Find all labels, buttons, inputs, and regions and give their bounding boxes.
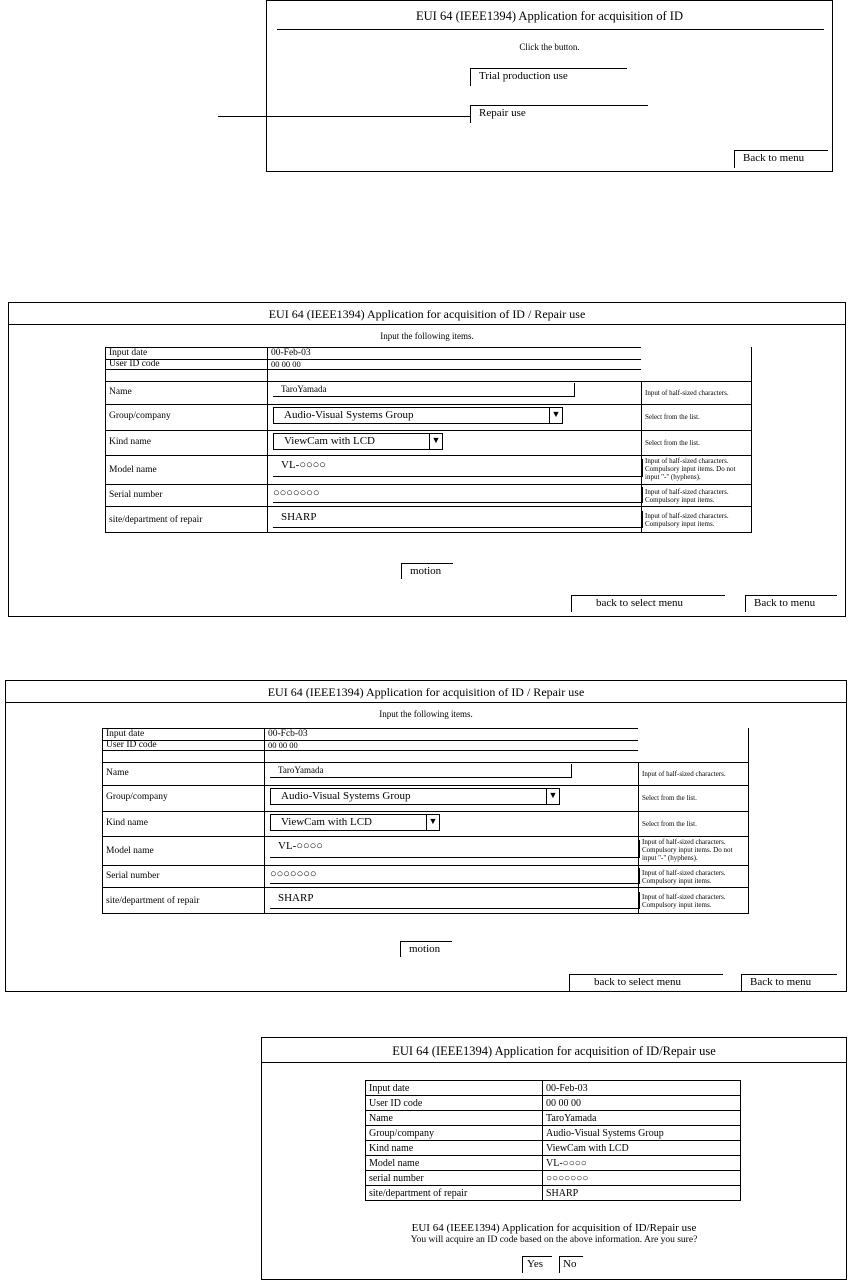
input-date-label: Input date bbox=[109, 348, 148, 358]
motion-button[interactable] bbox=[400, 941, 452, 957]
kind-select[interactable] bbox=[273, 433, 443, 450]
kind-note: Select from the list. bbox=[645, 439, 700, 447]
back-to-menu-label: Back to menu bbox=[743, 152, 805, 164]
no-label: No bbox=[563, 1258, 577, 1270]
trial-production-label: Trial production use bbox=[479, 70, 568, 82]
form-title-divider bbox=[6, 702, 846, 703]
serial-label: Serial number bbox=[106, 871, 160, 881]
table-row bbox=[366, 1156, 741, 1171]
motion-button[interactable] bbox=[401, 563, 453, 579]
dropdown-arrow-icon[interactable]: ▼ bbox=[549, 408, 562, 423]
form-instruction: Input the following items. bbox=[379, 709, 473, 719]
group-note: Select from the list. bbox=[642, 794, 697, 802]
table-row bbox=[366, 1186, 741, 1201]
table-row bbox=[366, 1096, 741, 1111]
confirm-row-value: SHARP bbox=[543, 1186, 741, 1201]
confirm-row-value: ViewCam with LCD bbox=[543, 1141, 741, 1156]
confirm-row-label: site/department of repair bbox=[366, 1186, 543, 1201]
input-date-value: 00-Fcb-03 bbox=[268, 729, 308, 739]
back-to-select-menu-label: back to select menu bbox=[594, 976, 682, 988]
table-row bbox=[366, 1126, 741, 1141]
name-note: Input of half-sized characters. bbox=[645, 389, 729, 397]
form-grid bbox=[105, 347, 751, 533]
callout-leader-line bbox=[218, 116, 470, 117]
model-note: Input of half-sized characters. Compulsory input items. Do not input "-" (hyphens). bbox=[645, 457, 736, 481]
name-input-value: TaroYamada bbox=[278, 765, 324, 775]
model-input-value: VL-○○○○ bbox=[281, 459, 326, 471]
menu-panel bbox=[266, 0, 833, 172]
repair-form-panel bbox=[8, 302, 846, 617]
kind-select[interactable] bbox=[270, 814, 440, 831]
group-select-value: Audio-Visual Systems Group bbox=[284, 409, 414, 421]
confirm-row-value: TaroYamada bbox=[543, 1111, 741, 1126]
model-label: Model name bbox=[109, 465, 157, 475]
confirm-table bbox=[365, 1080, 741, 1201]
repair-form-panel-2 bbox=[5, 680, 847, 992]
dropdown-arrow-icon[interactable]: ▼ bbox=[546, 789, 559, 804]
site-input[interactable] bbox=[270, 892, 640, 909]
confirm-title: EUI 64 (IEEE1394) Application for acquisition of ID/Repair use bbox=[392, 1044, 716, 1058]
back-to-select-menu-label: back to select menu bbox=[596, 597, 684, 609]
user-id-label: User ID code bbox=[106, 740, 157, 750]
form-grid bbox=[102, 728, 748, 914]
form-instruction: Input the following items. bbox=[380, 331, 474, 341]
user-id-value: 00 00 00 bbox=[271, 359, 301, 369]
no-button[interactable] bbox=[559, 1256, 583, 1273]
table-row bbox=[366, 1081, 741, 1096]
serial-note: Input of half-sized characters. Compulsory input items. bbox=[645, 488, 729, 504]
confirm-row-value: 00-Feb-03 bbox=[543, 1081, 741, 1096]
form-title-divider bbox=[9, 324, 845, 325]
user-id-label: User ID code bbox=[109, 359, 160, 369]
group-select[interactable] bbox=[270, 788, 560, 805]
motion-label: motion bbox=[410, 565, 442, 577]
table-row bbox=[366, 1171, 741, 1186]
kind-select-value: ViewCam with LCD bbox=[284, 435, 375, 447]
back-to-menu-button[interactable] bbox=[745, 595, 837, 612]
name-note: Input of half-sized characters. bbox=[642, 770, 726, 778]
dropdown-arrow-icon[interactable]: ▼ bbox=[426, 815, 439, 830]
name-label: Name bbox=[106, 768, 129, 778]
confirm-row-label: Group/company bbox=[366, 1126, 543, 1141]
yes-label: Yes bbox=[527, 1258, 544, 1270]
confirm-question: You will acquire an ID code based on the above information. Are you sure? bbox=[410, 1235, 698, 1245]
back-to-select-menu-button[interactable] bbox=[569, 974, 723, 991]
group-select-value: Audio-Visual Systems Group bbox=[281, 790, 411, 802]
site-note: Input of half-sized characters. Compulsory input items. bbox=[645, 512, 729, 528]
serial-label: Serial number bbox=[109, 490, 163, 500]
kind-label: Kind name bbox=[106, 818, 148, 828]
site-label: site/department of repair bbox=[106, 896, 200, 906]
group-label: Group/company bbox=[106, 792, 168, 802]
site-note: Input of half-sized characters. Compulsory input items. bbox=[642, 893, 726, 909]
site-input[interactable] bbox=[273, 511, 643, 528]
kind-note: Select from the list. bbox=[642, 820, 697, 828]
confirm-row-label: Kind name bbox=[366, 1141, 543, 1156]
input-date-value: 00-Feb-03 bbox=[271, 348, 311, 358]
model-label: Model name bbox=[106, 846, 154, 856]
site-label: site/department of repair bbox=[109, 515, 203, 525]
back-to-select-menu-button[interactable] bbox=[571, 595, 725, 612]
name-input[interactable] bbox=[273, 383, 575, 397]
serial-input-value: ○○○○○○○ bbox=[270, 868, 317, 880]
group-label: Group/company bbox=[109, 411, 171, 421]
group-note: Select from the list. bbox=[645, 413, 700, 421]
motion-label: motion bbox=[409, 943, 441, 955]
confirm-row-label: Input date bbox=[366, 1081, 543, 1096]
model-input[interactable] bbox=[270, 840, 640, 858]
user-id-value: 00 00 00 bbox=[268, 740, 298, 750]
trial-production-button[interactable] bbox=[470, 68, 627, 86]
title-divider bbox=[277, 29, 824, 30]
model-note: Input of half-sized characters. Compulsory input items. Do not input "-" (hyphens). bbox=[642, 838, 733, 862]
confirm-row-label: Name bbox=[366, 1111, 543, 1126]
confirm-panel bbox=[261, 1037, 847, 1280]
confirm-row-value: 00 00 00 bbox=[543, 1096, 741, 1111]
kind-label: Kind name bbox=[109, 437, 151, 447]
back-to-menu-button[interactable] bbox=[734, 150, 828, 168]
model-input[interactable] bbox=[273, 459, 643, 477]
confirm-row-value: ○○○○○○○ bbox=[543, 1171, 741, 1186]
confirm-row-label: serial number bbox=[366, 1171, 543, 1186]
name-input-value: TaroYamada bbox=[281, 384, 327, 394]
form-title: EUI 64 (IEEE1394) Application for acquisition of ID / Repair use bbox=[267, 685, 585, 699]
serial-input-value: ○○○○○○○ bbox=[273, 487, 320, 499]
page-title: EUI 64 (IEEE1394) Application for acquisition of ID bbox=[416, 9, 683, 23]
back-to-menu-label: Back to menu bbox=[754, 597, 816, 609]
form-title: EUI 64 (IEEE1394) Application for acquisition of ID / Repair use bbox=[268, 307, 586, 321]
instruction-text: Click the button. bbox=[519, 42, 580, 52]
confirm-row-value: Audio-Visual Systems Group bbox=[543, 1126, 741, 1141]
kind-select-value: ViewCam with LCD bbox=[281, 816, 372, 828]
model-input-value: VL-○○○○ bbox=[278, 840, 323, 852]
serial-input[interactable] bbox=[270, 868, 640, 884]
group-select[interactable] bbox=[273, 407, 563, 424]
back-to-menu-label: Back to menu bbox=[750, 976, 812, 988]
table-row bbox=[366, 1141, 741, 1156]
dropdown-arrow-icon[interactable]: ▼ bbox=[429, 434, 442, 449]
confirm-title-divider bbox=[262, 1062, 846, 1063]
confirm-row-label: User ID code bbox=[366, 1096, 543, 1111]
serial-input[interactable] bbox=[273, 487, 643, 503]
confirm-row-value: VL-○○○○ bbox=[543, 1156, 741, 1171]
name-input[interactable] bbox=[270, 764, 572, 778]
confirm-subtitle: EUI 64 (IEEE1394) Application for acquisition of ID/Repair use bbox=[411, 1222, 697, 1234]
yes-button[interactable] bbox=[522, 1256, 552, 1273]
repair-use-label: Repair use bbox=[479, 107, 526, 119]
table-row bbox=[366, 1111, 741, 1126]
site-input-value: SHARP bbox=[281, 511, 317, 523]
site-input-value: SHARP bbox=[278, 892, 314, 904]
name-label: Name bbox=[109, 387, 132, 397]
back-to-menu-button[interactable] bbox=[741, 974, 837, 991]
serial-note: Input of half-sized characters. Compulsory input items. bbox=[642, 869, 726, 885]
repair-use-button[interactable] bbox=[470, 105, 648, 123]
confirm-row-label: Model name bbox=[366, 1156, 543, 1171]
input-date-label: Input date bbox=[106, 729, 145, 739]
